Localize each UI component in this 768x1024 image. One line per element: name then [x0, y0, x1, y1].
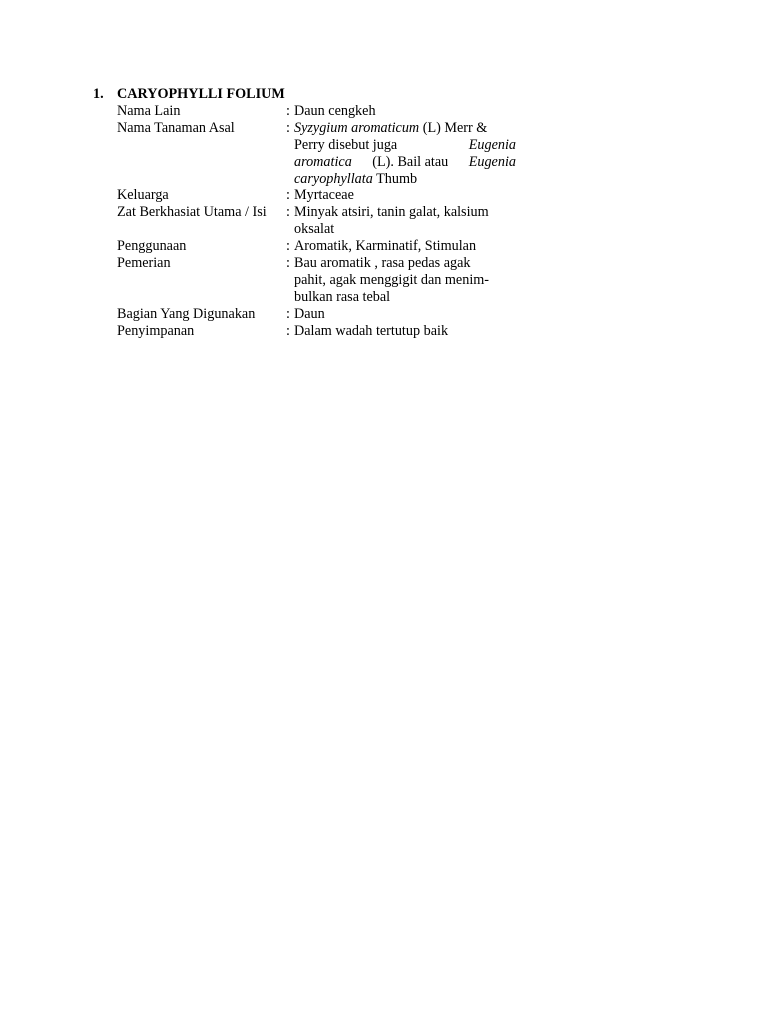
field-value-line: Aromatik, Karminatif, Stimulan: [294, 238, 477, 255]
field-value: [294, 103, 516, 120]
field-label: Zat Berkhasiat Utama / Isi: [117, 204, 267, 221]
field-value: [294, 187, 516, 204]
field-value-line: Daun: [294, 305, 325, 322]
field-value-line: [294, 120, 516, 137]
field-row-keluarga: [117, 187, 533, 204]
field-value-line: [294, 154, 516, 171]
field-value: [294, 306, 516, 323]
field-row-penyimpanan: [117, 323, 533, 340]
field-value: [294, 255, 516, 306]
field-value-line: Bau aromatik , rasa pedas agak: [294, 255, 471, 272]
field-separator: :: [286, 187, 290, 204]
field-label: Keluarga: [117, 187, 169, 204]
field-value-line: [294, 171, 516, 188]
author-citation: Thumb: [372, 170, 418, 187]
field-row-nama-lain: [117, 103, 533, 120]
field-value: [294, 323, 516, 340]
field-separator: :: [286, 322, 290, 339]
field-separator: :: [286, 119, 290, 136]
genus-name: Eugenia: [468, 136, 516, 153]
author-citation: (L) Merr &: [419, 119, 488, 136]
species-epithet: caryophyllata: [294, 170, 373, 187]
field-value: [294, 204, 516, 238]
field-value: [294, 238, 516, 255]
field-row-pemerian: [117, 255, 533, 306]
field-value: [294, 120, 516, 188]
field-separator: :: [286, 238, 290, 255]
field-row-nama-tanaman-asal: [117, 120, 533, 188]
field-value-line: pahit, agak menggigit dan menim-: [294, 271, 490, 288]
field-separator: :: [286, 102, 290, 119]
entry-title: CARYOPHYLLI FOLIUM: [117, 86, 285, 102]
field-value-line: [294, 137, 516, 154]
value-text: (L). Bail atau: [372, 153, 449, 170]
field-value-line: Daun cengkeh: [294, 102, 376, 119]
field-value-line: Myrtaceae: [294, 187, 354, 204]
field-separator: :: [286, 255, 290, 272]
field-label: Penyimpanan: [117, 322, 195, 339]
field-row-zat-berkhasiat: [117, 204, 533, 238]
monograph-entry: [93, 86, 533, 340]
field-row-penggunaan: [117, 238, 533, 255]
field-label: Pemerian: [117, 255, 171, 272]
field-value-line: Dalam wadah tertutup baik: [294, 322, 449, 339]
field-label: Nama Tanaman Asal: [117, 119, 235, 136]
genus-name: Eugenia: [468, 153, 516, 170]
field-label: Penggunaan: [117, 238, 187, 255]
entry-number: 1.: [93, 86, 104, 102]
field-separator: :: [286, 204, 290, 221]
field-list: [117, 103, 533, 340]
field-row-bagian-yang-digunakan: [117, 306, 533, 323]
field-value-line: oksalat: [294, 221, 335, 238]
field-label: Bagian Yang Digunakan: [117, 305, 256, 322]
field-value-line: Minyak atsiri, tanin galat, kalsium: [294, 204, 489, 221]
field-label: Nama Lain: [117, 102, 181, 119]
entry-heading: [93, 86, 533, 103]
species-name: Syzygium aromaticum: [294, 119, 420, 136]
field-separator: :: [286, 305, 290, 322]
species-epithet: aromatica: [294, 153, 352, 170]
value-text: Perry disebut juga: [294, 136, 398, 153]
field-value-line: bulkan rasa tebal: [294, 288, 391, 305]
